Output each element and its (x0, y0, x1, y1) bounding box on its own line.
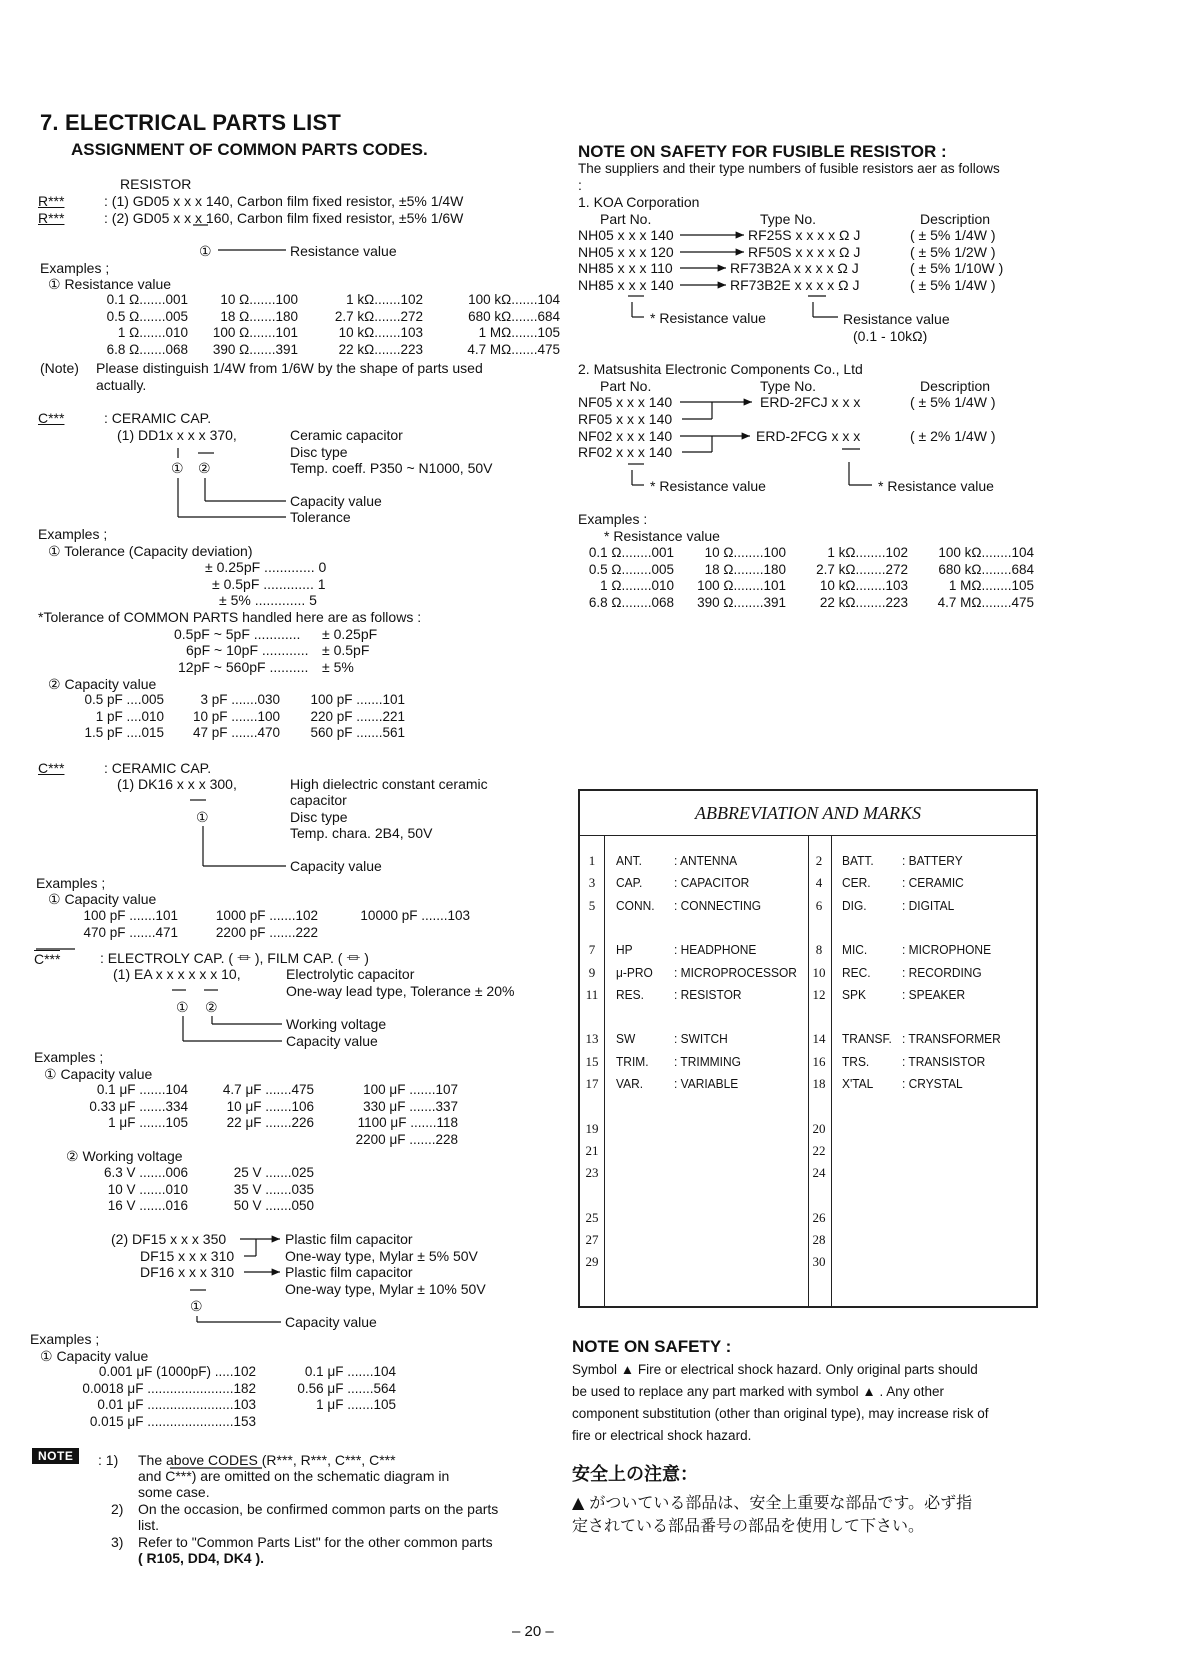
ceramic2-code: C*** (38, 760, 65, 776)
abbr-number: 4 (815, 875, 823, 891)
ceramic2-part: (1) DK16 x x x 300, (117, 776, 237, 792)
table-cell: 18 Ω.......180 (220, 308, 298, 324)
resistor-note-line-1: Please distinguish 1/4W from 1/6W by the shape of parts used (96, 360, 483, 376)
matsu-part: RF02 x x x 140 (578, 444, 673, 460)
note-2-line-a: On the occasion, be confirmed common parts on the parts (138, 1501, 499, 1517)
film-part-1: (2) DF15 x x x 350 (111, 1231, 227, 1247)
film-cap-title: ① Capacity value (40, 1348, 149, 1364)
table-cell: 2200 μF .......228 (355, 1131, 458, 1147)
note-2-number: 2) (111, 1501, 124, 1517)
table-cell: 3 pF .......030 (200, 692, 280, 707)
abbr-meaning: : MICROPHONE (902, 942, 992, 958)
table-cell: 2.7 kΩ.......272 (334, 308, 423, 324)
matsu-part: NF05 x x x 140 (578, 394, 673, 410)
ceramic1-tolerance: Tolerance (290, 509, 351, 525)
resistor-examples: Examples ; (40, 260, 110, 276)
table-cell: 1 kΩ........102 (827, 545, 908, 560)
abbreviation-title: ABBREVIATION AND MARKS (695, 803, 921, 823)
abbr-number: 5 (588, 897, 596, 913)
ceramic1-capacity-value: Capacity value (290, 493, 382, 509)
matsu-desc: ( ± 2% 1/4W ) (910, 428, 996, 444)
koa-desc: ( ± 5% 1/4W ) (910, 227, 996, 243)
film-capacity-value: Capacity value (285, 1314, 377, 1330)
matsushita-heading: 2. Matsushita Electronic Components Co., Ltd (578, 361, 863, 377)
note-3-line-a: Refer to "Common Parts List" for the other common parts (138, 1534, 493, 1550)
note-2-line-b: list. (138, 1517, 159, 1533)
abbr-number: 26 (812, 1209, 826, 1225)
table-cell: 10 pF .......100 (192, 708, 280, 724)
abbr-number: 7 (588, 942, 596, 958)
fusible-example-title: * Resistance value (604, 528, 720, 544)
abbr-code: MIC. (842, 942, 868, 958)
ceramic1-tol-title: ① Tolerance (Capacity deviation) (48, 543, 253, 559)
abbr-meaning: : VARIABLE (674, 1076, 739, 1091)
koa-part: NH85 x x x 110 (578, 260, 673, 276)
abbr-number: 23 (585, 1165, 599, 1181)
abbr-code: RES. (616, 986, 644, 1002)
table-cell: 22 μF .......226 (226, 1115, 314, 1131)
page-title: 7. ELECTRICAL PARTS LIST (40, 110, 342, 135)
abbr-number: 18 (812, 1076, 826, 1091)
ceramic1-part: (1) DD1x x x x 370, (117, 427, 237, 443)
electro-marker-2: ② (205, 999, 218, 1015)
electro-desc-2: One-way lead type, Tolerance ± 20% (286, 983, 515, 999)
table-cell: 0.1 μF .......104 (96, 1082, 188, 1097)
table-cell: 1.5 pF ....015 (84, 725, 164, 741)
koa-desc: ( ± 5% 1/4W ) (910, 277, 996, 293)
abbr-number: 12 (812, 986, 826, 1002)
ceramic1-cap-title: ② Capacity value (48, 676, 157, 692)
ceramic1-common-note: *Tolerance of COMMON PARTS handled here are as follows : (38, 609, 422, 625)
ceramic1-code: C*** (38, 410, 65, 426)
abbr-code: TRS. (842, 1053, 870, 1069)
resistor-line-1: : (1) GD05 x x x 140, Carbon film fixed resistor, ±5% 1/4W (104, 193, 464, 209)
electro-capacity-value: Capacity value (286, 1033, 378, 1049)
ceramic1-common-row-value: ± 0.25pF (322, 626, 378, 642)
abbr-meaning: : CAPACITOR (674, 875, 750, 891)
abbr-meaning: : SPEAKER (902, 986, 966, 1002)
matsu-part: RF05 x x x 140 (578, 411, 673, 427)
ceramic1-desc-3: Temp. coeff. P350 ~ N1000, 50V (290, 460, 493, 476)
electro-cap-title: ① Capacity value (44, 1066, 153, 1082)
safety-jp-line-2: 定されている部品番号の部品を使用して下さい。 (572, 1516, 925, 1535)
table-cell: 4.7 MΩ........475 (937, 594, 1034, 610)
matsu-resistance-label-2: * Resistance value (878, 478, 994, 494)
table-cell: 22 kΩ.......223 (338, 341, 423, 357)
electro-code: C*** (34, 951, 61, 967)
abbr-code: CONN. (616, 897, 655, 913)
abbr-number: 16 (812, 1053, 826, 1069)
table-cell: 1 MΩ........105 (948, 578, 1034, 594)
abbr-code: TRIM. (616, 1053, 649, 1069)
abbr-number: 9 (588, 964, 596, 980)
electro-working-voltage: Working voltage (286, 1016, 387, 1032)
abbr-number: 22 (812, 1142, 826, 1158)
film-marker: ① (190, 1298, 203, 1314)
table-cell: 16 V .......016 (107, 1198, 188, 1214)
table-cell: 6.8 Ω........068 (588, 594, 674, 610)
abbr-number: 8 (815, 942, 823, 958)
table-cell: 18 Ω........180 (704, 561, 786, 577)
table-cell: 470 pF .......471 (83, 924, 178, 940)
matsu-desc: ( ± 5% 1/4W ) (910, 394, 996, 410)
matsu-col-type: Type No. (760, 378, 817, 394)
ceramic2-desc-3: Disc type (290, 809, 348, 825)
fusible-examples: Examples : (578, 511, 648, 527)
table-cell: 100 Ω.......101 (212, 325, 298, 341)
safety-line-3: component substitution (other than original type), may increase risk of (572, 1406, 989, 1421)
table-cell: 0.5 Ω.......005 (106, 308, 188, 324)
abbr-meaning: : MICROPROCESSOR (674, 964, 797, 980)
safety-line-2: be used to replace any part marked with symbol ▲ . Any other (572, 1384, 945, 1399)
page-number: – 20 – (512, 1623, 554, 1640)
ceramic1-tol-row: ± 5% ............. 5 (219, 592, 317, 608)
abbr-code: SPK (842, 986, 866, 1002)
ceramic1-desc-1: Ceramic capacitor (290, 427, 403, 443)
ceramic1-common-row: 6pF ~ 10pF ............ (186, 642, 309, 658)
section-subtitle: ASSIGNMENT OF COMMON PARTS CODES. (71, 140, 428, 159)
matsu-col-desc: Description (920, 378, 991, 394)
film-part-3: DF16 x x x 310 (140, 1264, 235, 1280)
ceramic2-cap-title: ① Capacity value (48, 891, 157, 907)
abbr-meaning: : CONNECTING (674, 897, 762, 913)
matsu-type: ERD-2FCG x x x (756, 428, 861, 444)
ceramic2-label: : CERAMIC CAP. (104, 760, 212, 776)
ceramic2-marker-1: ① (196, 809, 209, 825)
resistor-code-2: R*** (38, 210, 65, 226)
abbr-number: 21 (585, 1142, 599, 1158)
table-cell: 0.1 μF .......104 (304, 1364, 396, 1379)
film-desc-3: Plastic film capacitor (285, 1264, 413, 1280)
table-cell: 10 Ω........100 (704, 545, 786, 560)
koa-range: (0.1 - 10kΩ) (853, 328, 928, 344)
electro-part: (1) EA x x x x x x 10, (113, 966, 241, 982)
safety-line-1: Symbol ▲ Fire or electrical shock hazard. Only original parts should (572, 1362, 978, 1377)
ceramic2-desc-4: Temp. chara. 2B4, 50V (290, 825, 433, 841)
abbr-meaning: : SWITCH (674, 1031, 728, 1047)
note-1-number: : 1) (98, 1452, 119, 1468)
table-cell: 1 pF ....010 (95, 708, 164, 724)
table-cell: 1 Ω.......010 (117, 325, 188, 341)
abbr-number: 3 (588, 875, 596, 891)
safety-jp-heading: 安全上の注意： (572, 1464, 698, 1485)
abbr-code: SW (616, 1031, 636, 1047)
electro-desc-1: Electrolytic capacitor (286, 966, 415, 982)
note-badge: NOTE (32, 1448, 79, 1464)
resistor-note-line-2: actually. (96, 377, 147, 393)
koa-heading: 1. KOA Corporation (578, 194, 700, 210)
table-cell: 0.56 μF .......564 (297, 1380, 396, 1396)
abbr-code: REC. (842, 964, 871, 980)
table-cell: 390 Ω.......391 (212, 341, 298, 357)
abbr-code: TRANSF. (842, 1031, 892, 1047)
table-cell: 390 Ω........391 (697, 594, 786, 610)
resistor-example-title: ① Resistance value (48, 276, 172, 292)
safety-heading: NOTE ON SAFETY : (572, 1337, 732, 1356)
resistor-heading: RESISTOR (120, 176, 192, 192)
table-cell: 330 μF .......337 (363, 1098, 458, 1114)
abbr-number: 27 (585, 1232, 599, 1248)
ceramic1-label: : CERAMIC CAP. (104, 410, 212, 426)
note-3-line-b: ( R105, DD4, DK4 ). (138, 1550, 265, 1566)
abbr-number: 13 (585, 1031, 599, 1047)
koa-part: NH05 x x x 120 (578, 244, 674, 260)
table-cell: 1 Ω........010 (600, 578, 674, 594)
table-cell: 0.015 μF .......................153 (89, 1413, 256, 1429)
table-cell: 1 kΩ.......102 (346, 292, 423, 307)
table-cell: 0.001 μF (1000pF) .....102 (98, 1364, 256, 1379)
table-cell: 47 pF .......470 (192, 725, 280, 741)
table-cell: 100 pF .......101 (83, 908, 178, 923)
fusible-colon: : (578, 177, 582, 193)
table-cell: 10 V .......010 (107, 1181, 188, 1197)
matsu-type: ERD-2FCJ x x x (760, 394, 861, 410)
abbr-code: CER. (842, 875, 871, 891)
abbr-number: 17 (585, 1076, 599, 1091)
electro-label: : ELECTROLY CAP. ( ⏛ ), FILM CAP. ( ⏛ ) (100, 950, 369, 966)
abbr-code: CAP. (616, 875, 643, 891)
ceramic1-tol-row: ± 0.25pF ............. 0 (205, 559, 327, 575)
abbr-code: HP (616, 942, 633, 958)
table-cell: 0.5 pF ....005 (84, 692, 164, 707)
abbr-meaning: : CRYSTAL (902, 1076, 963, 1091)
note-1-line-b: and C***) are omitted on the schematic diagram in (138, 1468, 450, 1484)
koa-resistance-label-2: Resistance value (843, 311, 950, 327)
table-cell: 1 μF .......105 (108, 1115, 188, 1131)
electro-wv-title: ② Working voltage (66, 1148, 183, 1164)
table-cell: 100 μF .......107 (363, 1082, 458, 1097)
resistor-note-label: (Note) (40, 360, 79, 376)
table-cell: 0.1 Ω........001 (588, 545, 674, 560)
table-cell: 100 pF .......101 (310, 692, 405, 707)
table-cell: 1000 pF .......102 (215, 908, 318, 923)
table-cell: 10 kΩ........103 (819, 578, 908, 594)
abbr-number: 30 (812, 1254, 826, 1270)
ceramic1-common-row-value: ± 0.5pF (322, 642, 370, 658)
koa-col-type: Type No. (760, 211, 817, 227)
table-cell: 4.7 MΩ.......475 (467, 341, 560, 357)
film-part-2: DF15 x x x 310 (140, 1248, 235, 1264)
abbr-number: 25 (585, 1209, 599, 1225)
ceramic1-examples: Examples ; (38, 526, 108, 542)
table-cell: 560 pF .......561 (310, 725, 405, 741)
ceramic1-common-row: 12pF ~ 560pF .......... (178, 659, 309, 675)
table-cell: 0.5 Ω........005 (588, 561, 674, 577)
koa-type: RF50S x x x x Ω J (748, 244, 861, 260)
table-cell: 100 Ω........101 (697, 578, 786, 594)
fusible-intro: The suppliers and their type numbers of fusible resistors aer as follows (578, 161, 1000, 176)
ceramic2-desc-1: High dielectric constant ceramic (290, 776, 488, 792)
koa-col-part: Part No. (600, 211, 652, 227)
abbr-number: 28 (812, 1232, 826, 1248)
abbr-number: 14 (812, 1031, 826, 1047)
film-examples: Examples ; (30, 1331, 100, 1347)
abbr-number: 24 (812, 1165, 826, 1181)
abbr-code: VAR. (616, 1076, 644, 1091)
electro-marker-1: ① (176, 999, 189, 1015)
abbr-meaning: : CERAMIC (902, 875, 964, 891)
abbr-code: BATT. (842, 853, 874, 868)
koa-desc: ( ± 5% 1/10W ) (910, 260, 1004, 276)
abbr-number: 2 (815, 853, 823, 868)
matsu-resistance-label-1: * Resistance value (650, 478, 766, 494)
abbr-code: ANT. (616, 853, 642, 868)
abbr-number: 20 (812, 1120, 826, 1136)
abbr-meaning: : TRANSISTOR (902, 1053, 986, 1069)
table-cell: 0.01 μF .......................103 (97, 1397, 256, 1413)
ceramic2-examples: Examples ; (36, 875, 106, 891)
ceramic2-capacity-value: Capacity value (290, 858, 382, 874)
fusible-heading: NOTE ON SAFETY FOR FUSIBLE RESISTOR : (578, 142, 947, 161)
abbr-meaning: : RECORDING (902, 964, 982, 980)
table-cell: 10 μF .......106 (226, 1098, 314, 1114)
table-cell: 100 kΩ.......104 (468, 292, 560, 307)
table-cell: 2.7 kΩ........272 (816, 561, 908, 577)
table-cell: 50 V .......050 (233, 1198, 314, 1214)
koa-resistance-label-1: * Resistance value (650, 310, 766, 326)
koa-part: NH85 x x x 140 (578, 277, 674, 293)
table-cell: 2200 pF .......222 (215, 924, 318, 940)
table-cell: 0.0018 μF .......................182 (82, 1380, 256, 1396)
abbr-meaning: : TRANSFORMER (902, 1031, 1001, 1047)
film-desc-4: One-way type, Mylar ± 10% 50V (285, 1281, 486, 1297)
table-cell: 10 kΩ.......103 (338, 325, 423, 341)
koa-type: RF73B2A x x x x Ω J (730, 260, 859, 276)
resistor-marker-label: Resistance value (290, 243, 397, 259)
koa-desc: ( ± 5% 1/2W ) (910, 244, 996, 260)
table-cell: 1100 μF .......118 (357, 1115, 458, 1131)
koa-col-desc: Description (920, 211, 991, 227)
abbr-number: 1 (588, 853, 596, 868)
ceramic1-tol-row: ± 0.5pF ............. 1 (212, 576, 326, 592)
abbr-meaning: : DIGITAL (902, 897, 955, 913)
abbr-number: 15 (585, 1053, 599, 1069)
resistor-code-1: R*** (38, 193, 65, 209)
safety-jp-line-1: ▲ がついている部品は、安全上重要な部品です。必ず指 (572, 1493, 973, 1512)
abbr-number: 11 (585, 986, 599, 1002)
abbr-meaning: : ANTENNA (674, 853, 738, 868)
abbr-meaning: : HEADPHONE (674, 942, 757, 958)
table-cell: 4.7 μF .......475 (222, 1082, 314, 1097)
table-cell: 1 μF .......105 (316, 1397, 396, 1413)
ceramic1-marker-2: ② (198, 460, 211, 476)
table-cell: 25 V .......025 (233, 1165, 314, 1180)
safety-line-4: fire or electrical shock hazard. (572, 1428, 752, 1443)
abbr-meaning: : BATTERY (902, 853, 963, 868)
table-cell: 0.1 Ω.......001 (106, 292, 188, 307)
matsu-part: NF02 x x x 140 (578, 428, 673, 444)
ceramic1-common-row-value: ± 5% (322, 659, 354, 675)
table-cell: 22 kΩ........223 (819, 594, 908, 610)
film-desc-2: One-way type, Mylar ± 5% 50V (285, 1248, 478, 1264)
abbr-number: 29 (585, 1254, 599, 1270)
table-cell: 10000 pF .......103 (360, 908, 470, 923)
note-1-line-a: The above CODES (R***, R***, C***, C*** (138, 1452, 396, 1468)
ceramic2-desc-2: capacitor (290, 792, 347, 808)
table-cell: 6.8 Ω.......068 (106, 341, 188, 357)
abbr-code: X'TAL (842, 1076, 874, 1091)
ceramic1-common-row: 0.5pF ~ 5pF ............ (174, 626, 301, 642)
table-cell: 680 kΩ.......684 (468, 308, 560, 324)
abbr-code: DIG. (842, 897, 867, 913)
note-1-line-c: some case. (138, 1484, 210, 1500)
table-cell: 0.33 μF .......334 (89, 1098, 188, 1114)
abbr-number: 6 (815, 897, 823, 913)
table-cell: 35 V .......035 (233, 1181, 314, 1197)
koa-type: RF73B2E x x x x Ω J (730, 277, 860, 293)
abbr-meaning: : RESISTOR (674, 986, 742, 1002)
abbr-number: 10 (812, 964, 826, 980)
table-cell: 1 MΩ.......105 (478, 325, 560, 341)
electro-examples: Examples ; (34, 1049, 104, 1065)
resistor-line-2: : (2) GD05 x x x 160, Carbon film fixed resistor, ±5% 1/6W (104, 210, 464, 226)
resistor-marker: ① (199, 243, 212, 259)
matsu-col-part: Part No. (600, 378, 652, 394)
koa-part: NH05 x x x 140 (578, 227, 674, 243)
ceramic1-desc-2: Disc type (290, 444, 348, 460)
abbr-number: 19 (585, 1120, 599, 1136)
abbr-meaning: : TRIMMING (674, 1053, 741, 1069)
table-cell: 680 kΩ........684 (938, 561, 1034, 577)
note-3-number: 3) (111, 1534, 124, 1550)
koa-type: RF25S x x x x Ω J (748, 227, 861, 243)
table-cell: 220 pF .......221 (310, 708, 405, 724)
abbr-code: μ-PRO (616, 964, 653, 980)
ceramic1-marker-1: ① (171, 460, 184, 476)
table-cell: 6.3 V .......006 (103, 1165, 188, 1180)
film-desc-1: Plastic film capacitor (285, 1231, 413, 1247)
table-cell: 100 kΩ........104 (938, 545, 1034, 560)
table-cell: 10 Ω.......100 (220, 292, 298, 307)
